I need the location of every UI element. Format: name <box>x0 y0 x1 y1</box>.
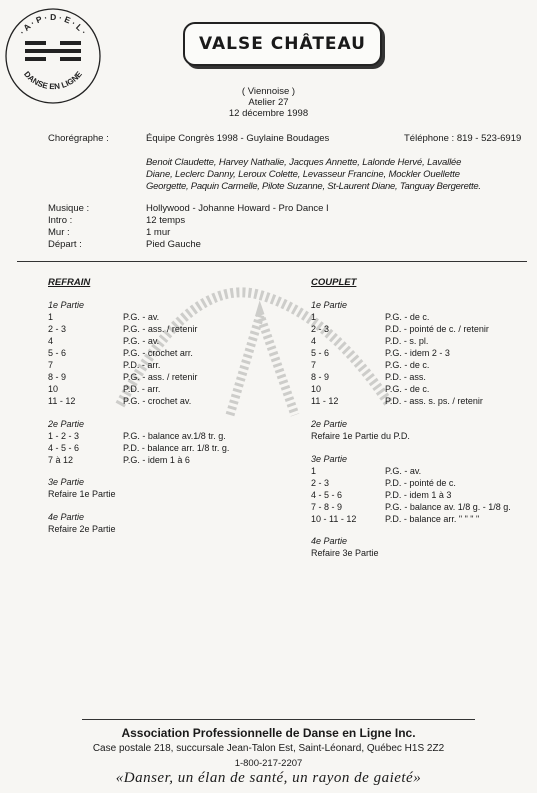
step-description: P.G. - av. <box>385 466 422 476</box>
intro-label: Intro : <box>48 215 73 226</box>
step-description: P.G. - ass. / retenir <box>123 372 198 382</box>
refrain-title: REFRAIN <box>48 277 91 288</box>
step-count: 1 - 2 - 3 <box>48 431 80 441</box>
couplet-title: COUPLET <box>311 277 357 288</box>
workshop-date: 12 décembre 1998 <box>228 108 309 119</box>
step-description: P.G. - idem 2 - 3 <box>385 348 450 358</box>
step-description: P.D. - idem 1 à 3 <box>385 490 452 500</box>
step-description: P.G. - balance av.1/8 tr. g. <box>123 431 226 441</box>
start-label: Départ : <box>48 239 82 250</box>
contributors-line-1: Benoit Claudette, Harvey Nathalie, Jacques Annette, Lalonde Hervé, Lavallée <box>146 157 462 168</box>
refrain-part4-text: Refaire 2e Partie <box>48 524 116 534</box>
step-count: 2 - 3 <box>311 478 330 488</box>
step-description: P.D. - ass. s. ps. / retenir <box>385 396 483 406</box>
postal-address: Case postale 218, succursale Jean-Talon Est, Saint-Léonard, Québec H1S 2Z2 <box>92 743 445 754</box>
step-count: 4 <box>311 336 317 346</box>
step-count: 8 - 9 <box>48 372 67 382</box>
step-description: P.D. - ass. <box>385 372 426 382</box>
phone-number: Téléphone : 819 - 523-6919 <box>404 133 522 144</box>
step-count: 2 - 3 <box>311 324 330 334</box>
step-description: P.G. - de c. <box>385 312 430 322</box>
dance-style: ( Viennoise ) <box>241 86 296 97</box>
intro-value: 12 temps <box>146 215 186 226</box>
step-count: 10 - 11 - 12 <box>311 514 357 524</box>
step-count: 7 <box>311 360 317 370</box>
step-description: P.D. - balance arr. 1/8 tr. g. <box>123 443 230 453</box>
refrain-part3-title: 3e Partie <box>48 477 85 487</box>
motto: «Danser, un élan de santé, un rayon de gaieté» <box>115 770 422 786</box>
step-description: P.D. - pointé de c. / retenir <box>385 324 489 334</box>
step-description: P.G. - crochet av. <box>123 396 192 406</box>
start-value: Pied Gauche <box>146 239 201 250</box>
toll-free-phone: 1-800-217-2207 <box>234 758 303 769</box>
step-description: P.G. - balance av. 1/8 g. - 1/8 g. <box>385 502 511 512</box>
couplet-part2-text: Refaire 1e Partie du P.D. <box>311 431 410 441</box>
step-count: 4 - 5 - 6 <box>48 443 80 453</box>
refrain-part1-title: 1e Partie <box>48 300 85 310</box>
refrain-part3-text: Refaire 1e Partie <box>48 489 116 499</box>
step-count: 10 <box>311 384 322 394</box>
contributors-line-3: Georgette, Paquin Carmelle, Pilote Suzanne, St-Laurent Diane, Tanguay Bergerette. <box>146 181 481 192</box>
step-description: P.D. - pointé de c. <box>385 478 456 488</box>
choreographer-label: Chorégraphe : <box>48 133 109 144</box>
step-description: P.G. - idem 1 à 6 <box>123 455 190 465</box>
couplet-part4-title: 4e Partie <box>311 536 348 546</box>
organization-name: Association Professionnelle de Danse en Ligne Inc. <box>121 726 416 740</box>
step-description: P.G. - de c. <box>385 360 430 370</box>
step-count: 11 - 12 <box>311 396 339 406</box>
page-title: VALSE CHÂTEAU <box>183 22 382 66</box>
refrain-part4-title: 4e Partie <box>48 512 85 522</box>
step-count: 4 <box>48 336 54 346</box>
music-label: Musique : <box>48 203 90 214</box>
step-count: 10 <box>48 384 59 394</box>
step-description: P.D. - balance arr. " " " " <box>385 514 480 524</box>
logo-ring-text: · A · P · D · E · L · <box>17 11 89 37</box>
couplet-part1-title: 1e Partie <box>311 300 348 310</box>
step-count: 1 <box>311 466 317 476</box>
step-count: 8 - 9 <box>311 372 330 382</box>
couplet-part4-text: Refaire 3e Partie <box>311 548 379 558</box>
step-count: 1 <box>311 312 317 322</box>
step-description: P.D. - s. pl. <box>385 336 429 346</box>
wall-value: 1 mur <box>146 227 171 238</box>
step-count: 7 <box>48 360 54 370</box>
couplet-part3-title: 3e Partie <box>311 454 348 464</box>
step-count: 4 - 5 - 6 <box>311 490 343 500</box>
step-description: P.G. - de c. <box>385 384 430 394</box>
music-value: Hollywood - Johanne Howard - Pro Dance I <box>146 203 329 214</box>
wall-label: Mur : <box>48 227 70 238</box>
step-count: 7 - 8 - 9 <box>311 502 343 512</box>
footer-divider <box>82 719 475 720</box>
step-description: P.G. - av. <box>123 312 160 322</box>
step-description: P.G. - crochet arr. <box>123 348 193 358</box>
step-count: 11 - 12 <box>48 396 76 406</box>
workshop-number: Atelier 27 <box>248 97 289 108</box>
step-description: P.D. - arr. <box>123 384 161 394</box>
step-count: 5 - 6 <box>311 348 330 358</box>
step-description: P.D. - arr. <box>123 360 161 370</box>
step-count: 5 - 6 <box>48 348 67 358</box>
choreographer-value: Équipe Congrès 1998 - Guylaine Boudages <box>146 133 330 144</box>
step-count: 1 <box>48 312 54 322</box>
refrain-part2-title: 2e Partie <box>48 419 85 429</box>
logo-inner-text: DANSE EN LIGNE <box>22 69 84 92</box>
step-count: 2 - 3 <box>48 324 67 334</box>
step-description: P.G. - av. <box>123 336 160 346</box>
logo-emblem <box>25 41 81 61</box>
couplet-part2-title: 2e Partie <box>311 419 348 429</box>
step-description: P.G. - ass. / retenir <box>123 324 198 334</box>
contributors-line-2: Diane, Leclerc Danny, Leroux Colette, Levasseur Francine, Mockler Ouellette <box>146 169 460 180</box>
step-count: 7 à 12 <box>48 455 74 465</box>
